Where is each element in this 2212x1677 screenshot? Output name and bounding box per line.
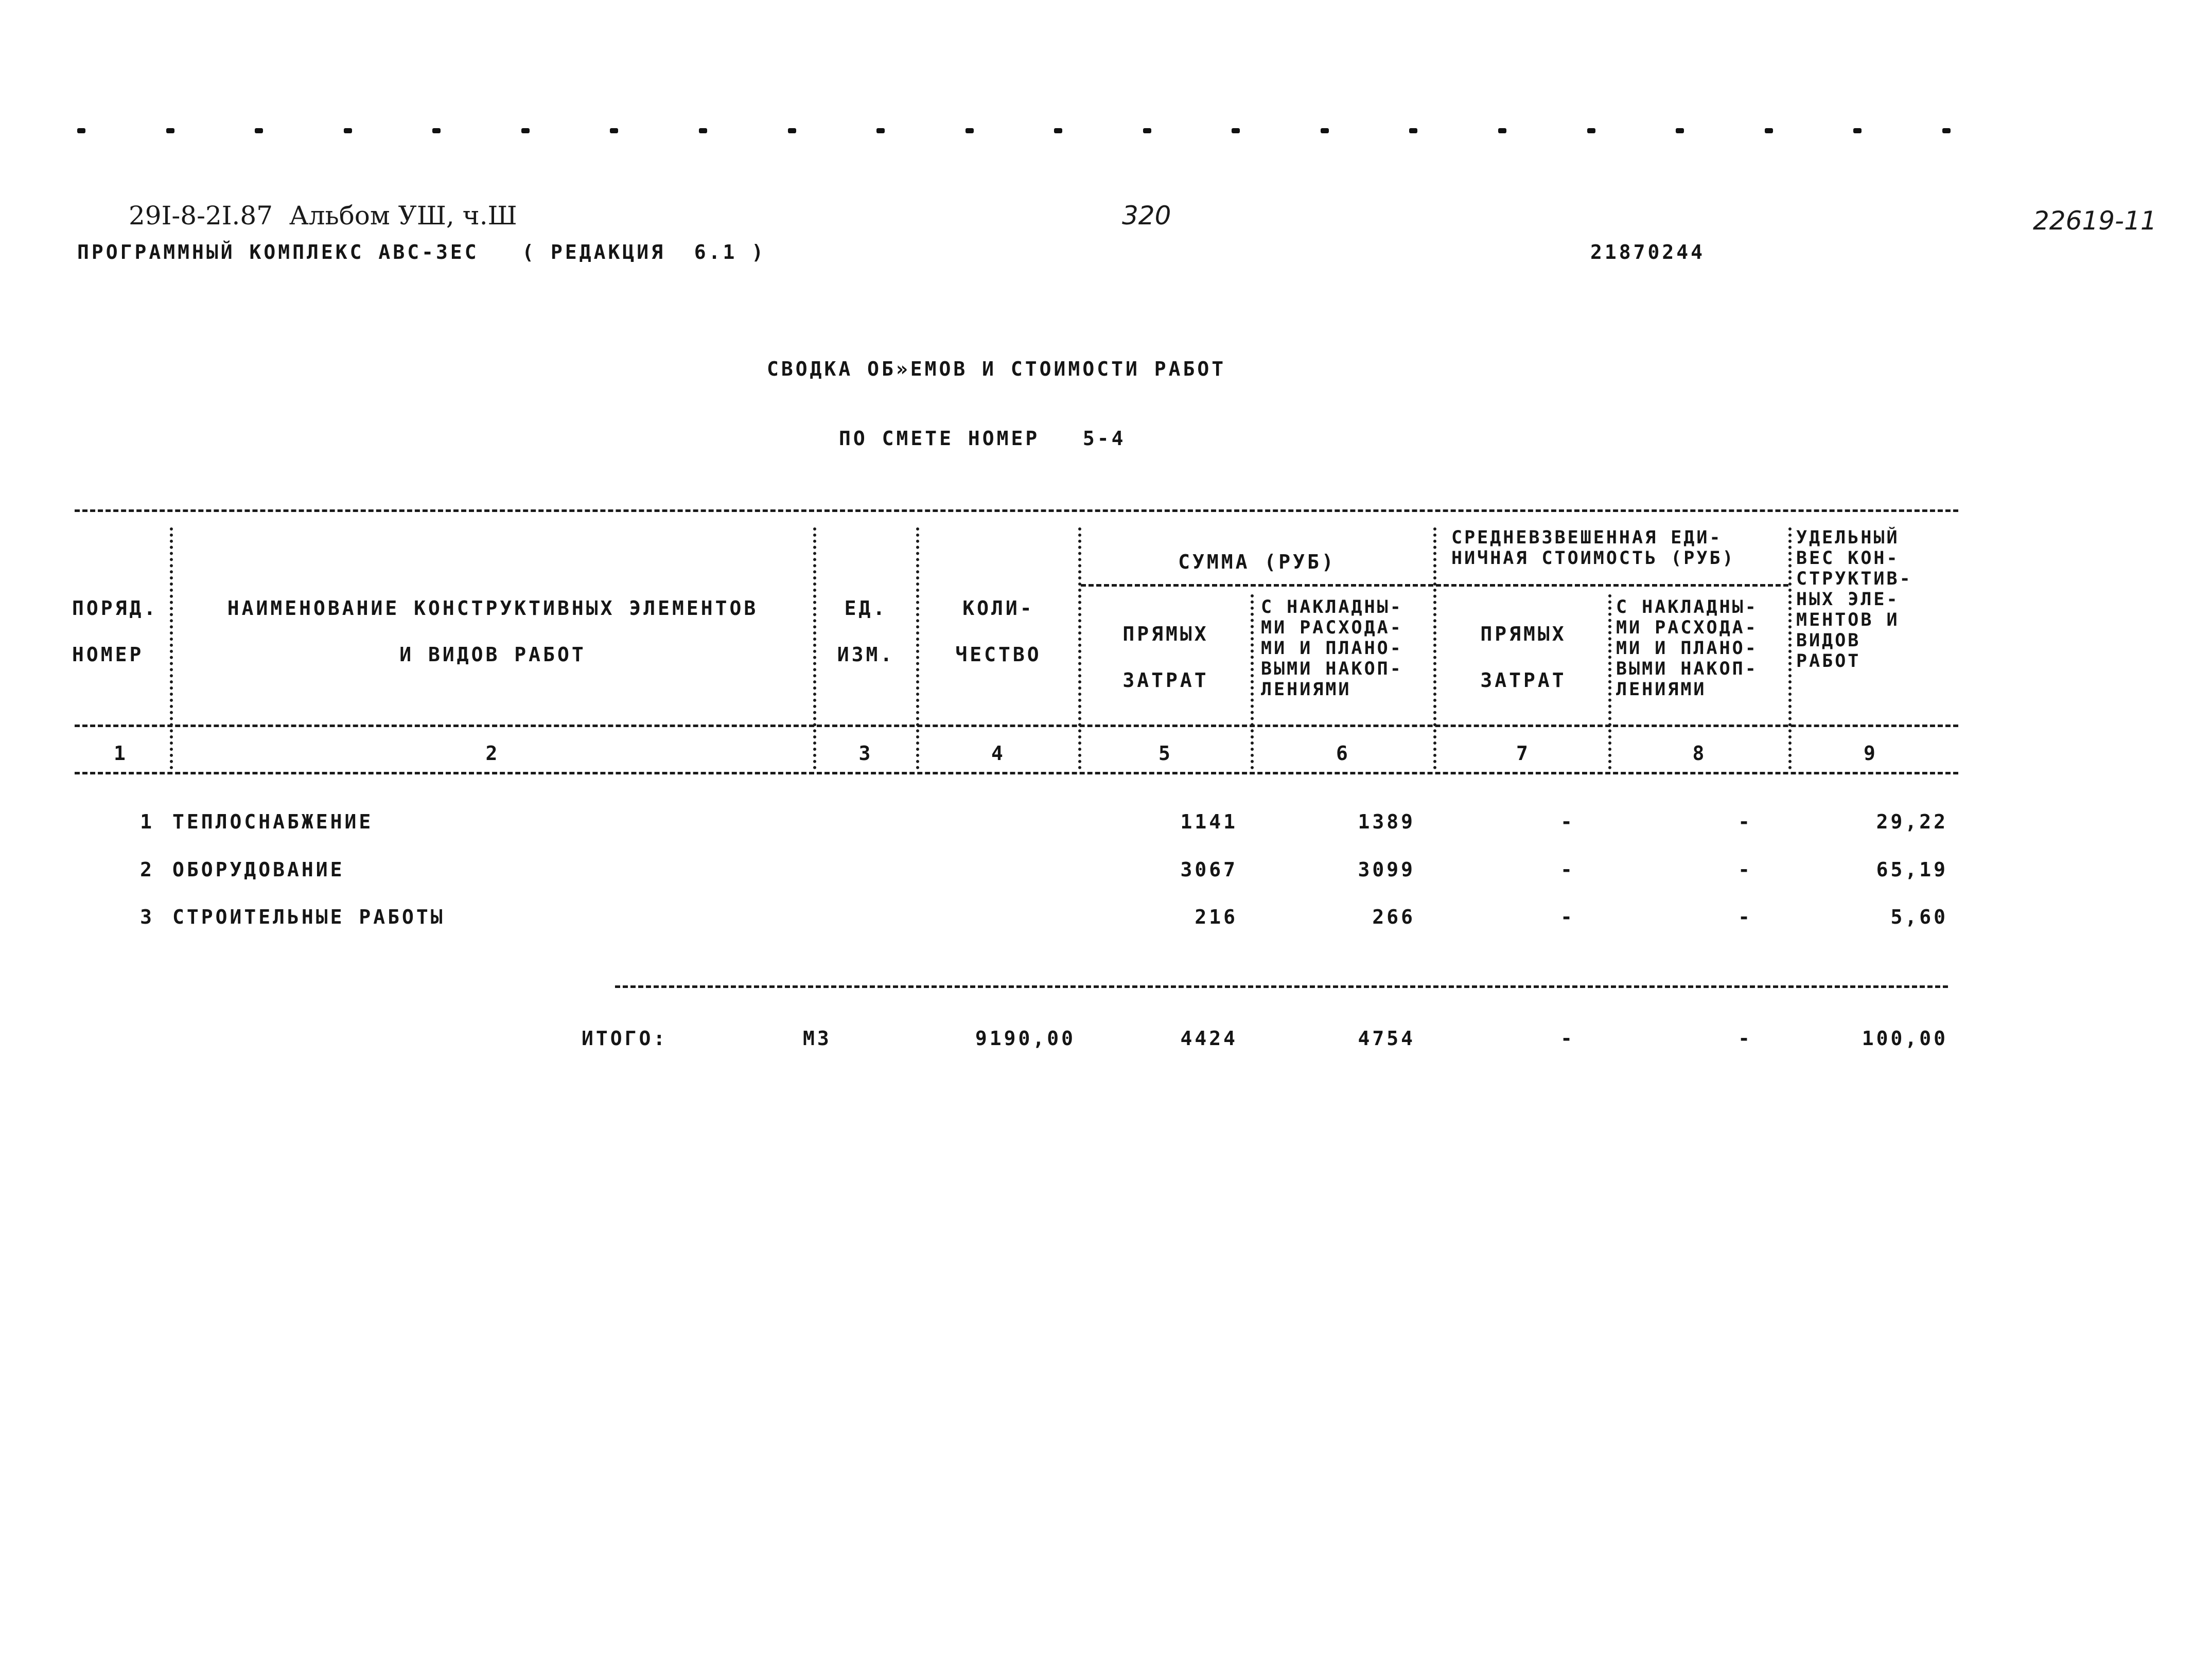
row-share: 5,60 — [1890, 906, 1948, 928]
header-sum-group: СУММА (РУБ) — [1178, 551, 1336, 573]
column-number: 7 — [1516, 742, 1531, 765]
header-overhead-line1: С НАКЛАДНЫ- — [1261, 597, 1403, 617]
header-avg-overhead-line5: ЛЕНИЯМИ — [1616, 679, 1707, 700]
column-number: 9 — [1864, 742, 1878, 765]
header-avg-direct-line2: ЗАТРАТ — [1480, 669, 1567, 692]
table-top-rule — [75, 509, 1958, 512]
column-separator — [916, 527, 919, 769]
column-number: 1 — [114, 742, 128, 765]
row-number: 2 — [140, 858, 154, 881]
row-avg-overhead: - — [1738, 906, 1752, 928]
column-number: 3 — [858, 742, 873, 765]
punch-mark — [166, 128, 174, 133]
punch-mark — [1587, 128, 1595, 133]
report-title: СВОДКА ОБ»ЕМОВ И СТОИМОСТИ РАБОТ — [767, 358, 1226, 380]
punch-mark — [1853, 128, 1862, 133]
header-name-line1: НАИМЕНОВАНИЕ КОНСТРУКТИВНЫХ ЭЛЕМЕНТОВ — [227, 597, 759, 620]
row-avg-direct: - — [1560, 858, 1575, 881]
punch-mark — [1321, 128, 1329, 133]
total-avg-overhead: - — [1738, 1027, 1752, 1050]
column-number: 5 — [1158, 742, 1173, 765]
punch-mark — [876, 128, 885, 133]
header-overhead-line3: МИ И ПЛАНО- — [1261, 638, 1403, 659]
header-overhead-line5: ЛЕНИЯМИ — [1261, 679, 1351, 700]
total-direct-cost: 4424 — [1180, 1027, 1238, 1050]
header-share-line3: СТРУКТИВ- — [1796, 569, 1912, 589]
document-reference: 29I-8-2I.87 Альбом УШ, ч.Ш — [129, 201, 517, 231]
row-direct-cost: 3067 — [1180, 858, 1238, 881]
punch-mark — [432, 128, 441, 133]
punch-mark — [255, 128, 263, 133]
row-direct-cost: 1141 — [1180, 810, 1238, 833]
punch-mark — [1498, 128, 1506, 133]
row-name: СТРОИТЕЛЬНЫЕ РАБОТЫ — [172, 906, 445, 928]
total-avg-direct: - — [1560, 1027, 1575, 1050]
header-avg-direct-line1: ПРЯМЫХ — [1480, 623, 1567, 645]
header-direct-line1: ПРЯМЫХ — [1122, 623, 1209, 645]
header-overhead-line4: ВЫМИ НАКОП- — [1261, 659, 1403, 679]
row-overhead-cost: 266 — [1372, 906, 1415, 928]
column-separator — [1078, 527, 1081, 769]
column-separator — [813, 527, 816, 769]
row-number: 3 — [140, 906, 154, 928]
punch-mark — [1676, 128, 1684, 133]
row-avg-direct: - — [1560, 810, 1575, 833]
total-overhead-cost: 4754 — [1358, 1027, 1415, 1050]
punch-mark — [610, 128, 618, 133]
header-quantity-line2: ЧЕСТВО — [955, 643, 1042, 666]
total-label: ИТОГО: — [582, 1027, 668, 1050]
column-number: 8 — [1692, 742, 1707, 765]
header-unit-line1: ЕД. — [844, 597, 888, 620]
column-number: 4 — [991, 742, 1006, 765]
total-quantity: 9190,00 — [975, 1027, 1076, 1050]
column-number: 2 — [485, 742, 500, 765]
punch-mark — [788, 128, 796, 133]
header-name-line2: И ВИДОВ РАБОТ — [399, 643, 586, 666]
header-share-line1: УДЕЛЬНЫЙ — [1796, 527, 1900, 548]
punch-mark — [521, 128, 530, 133]
row-avg-direct: - — [1560, 906, 1575, 928]
header-share-line2: ВЕС КОН- — [1796, 548, 1900, 569]
column-separator — [1788, 527, 1792, 769]
estimate-number: ПО СМЕТЕ НОМЕР 5-4 — [839, 427, 1126, 450]
page-number: 320 — [1122, 201, 1171, 231]
row-overhead-cost: 1389 — [1358, 810, 1415, 833]
punch-mark — [1143, 128, 1151, 133]
column-number: 6 — [1336, 742, 1350, 765]
total-rule — [615, 985, 1948, 988]
header-direct-line2: ЗАТРАТ — [1122, 669, 1209, 692]
punch-mark — [77, 128, 85, 133]
row-number: 1 — [140, 810, 154, 833]
punch-mark — [965, 128, 974, 133]
punch-mark — [1054, 128, 1062, 133]
header-bottom-rule — [75, 725, 1958, 727]
row-name: ТЕПЛОСНАБЖЕНИЕ — [172, 810, 374, 833]
column-separator — [1608, 594, 1611, 769]
header-avg-overhead-line1: С НАКЛАДНЫ- — [1616, 597, 1758, 617]
total-share: 100,00 — [1862, 1027, 1948, 1050]
header-share-line5: МЕНТОВ И — [1796, 610, 1900, 630]
punch-mark — [699, 128, 707, 133]
column-number-rule — [75, 772, 1958, 774]
row-share: 65,19 — [1876, 858, 1948, 881]
row-avg-overhead: - — [1738, 810, 1752, 833]
row-overhead-cost: 3099 — [1358, 858, 1415, 881]
punch-mark — [1409, 128, 1417, 133]
row-avg-overhead: - — [1738, 858, 1752, 881]
punch-mark — [1232, 128, 1240, 133]
header-share-line6: ВИДОВ — [1796, 630, 1861, 651]
program-code: 21870244 — [1590, 241, 1706, 263]
header-quantity-line1: КОЛИ- — [962, 597, 1034, 620]
header-overhead-line2: МИ РАСХОДА- — [1261, 617, 1403, 638]
row-share: 29,22 — [1876, 810, 1948, 833]
header-average-group-line1: СРЕДНЕВЗВЕШЕННАЯ ЕДИ- — [1451, 527, 1723, 548]
header-order-line1: ПОРЯД. — [72, 597, 159, 620]
archive-stamp: 22619-11 — [2033, 206, 2157, 236]
column-separator — [1433, 527, 1436, 769]
punch-marks — [77, 126, 1951, 136]
header-unit-line2: ИЗМ. — [837, 643, 895, 666]
header-share-line7: РАБОТ — [1796, 651, 1861, 672]
row-name: ОБОРУДОВАНИЕ — [172, 858, 345, 881]
header-share-line4: НЫХ ЭЛЕ- — [1796, 589, 1900, 610]
punch-mark — [344, 128, 352, 133]
punch-mark — [1942, 128, 1951, 133]
header-avg-overhead-line2: МИ РАСХОДА- — [1616, 617, 1758, 638]
program-line: ПРОГРАММНЫЙ КОМПЛЕКС АВС-3ЕС ( РЕДАКЦИЯ 6.1 ) — [77, 241, 766, 263]
header-order-line2: НОМЕР — [72, 643, 144, 666]
header-average-group-line2: НИЧНАЯ СТОИМОСТЬ (РУБ) — [1451, 548, 1735, 569]
punch-mark — [1765, 128, 1773, 133]
total-unit: М3 — [803, 1027, 832, 1050]
row-direct-cost: 216 — [1195, 906, 1238, 928]
header-avg-overhead-line4: ВЫМИ НАКОП- — [1616, 659, 1758, 679]
header-avg-overhead-line3: МИ И ПЛАНО- — [1616, 638, 1758, 659]
column-separator — [170, 527, 173, 769]
column-separator — [1251, 594, 1254, 769]
